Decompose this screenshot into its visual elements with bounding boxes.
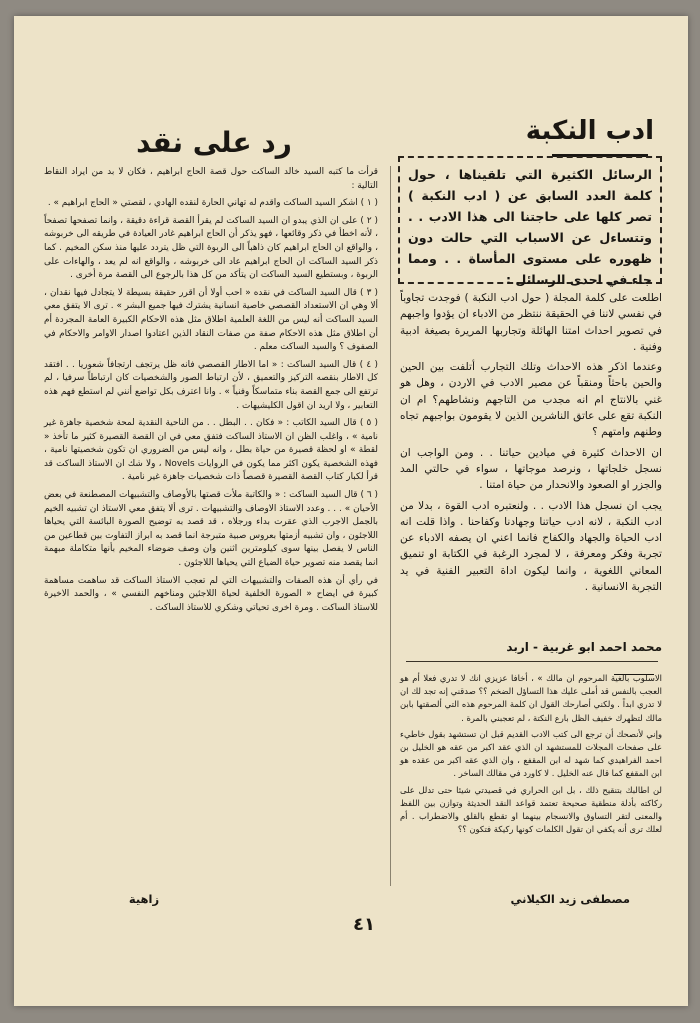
paragraph: ( ٦ ) قال السيد الساكت : « والكاتبة ملأت قصتها بالأوصاف والتشبيهات المصطنعة في بعض الأحيان » . . . وعدد الاستاذ الاوصاف والتشبيهات . ترى ألا يتفق معي الاستاذ ان تشبيه الخيم بالجمل الاجرب الذي عقرت بداء ورجلاه ، قد قصد به توضيح الصورة البائسة التي يحياها اللاجئون ، وان تشبيه أزمتها بعروس صبية متبرجة انما قصد به ابراز التفاوت بين قطاعين من الناس لا يفصل بينها سوى كيلومترين اثنين وان وصف ضوضاء المخيم بأنها متكاملة مبهمة انما يقصد منه تصوير حياة الضياع التي يحياها اللاجئون .: [44, 490, 378, 569]
paragraph: في رأي أن هذه الصفات والتشبيهات التي لم تعجب الاستاذ الساكت قد ساهمت مساهمة كبيرة في ايضاح « الصورة الخلفية لحياة اللاجئين ومناخهم النفسي » ، والحمد الاخيرة للاستاذ الساكت . ومرة اخرى تحياتي وشكري للاستاذ الساكت .: [44, 575, 378, 613]
author-signature: محمد احمد ابو غربية - اربد: [506, 640, 662, 654]
paragraph: وعندما اذكر هذه الاحداث وتلك التجارب أتلفت بين الحين والحين باحثاً ومنقباً عن مصير الادب في الاردن ، وهل هو غني بالانتاج ام انه مجدب من التاجهم ونشاطهم؟ ام ان النكبة تقع على عاتق الناشرين الذين لا يقومون بواجبهم تجاه وطنهم وامتهم ؟: [400, 361, 662, 439]
paragraph: ( ٢ ) على ان الذي يبدو ان السيد الساكت لم يقرأ القصة قراءة دقيقة ، وانما تصفحها تصفحاً ، لأنه اخطأ في ذكر وقائعها ، فهو يذكر أن الحاج ابراهيم غادر العيادة في طريقه الى خربوشه ، والواقع ان الحاج ابراهيم كان ذاهباً الى الربوة التي ظل يتردد عليها منذ سكن المخيم . كما ذكر السيد الساكت ان الحاج ابراهيم عاد الى خربوشه ، والواقع انه لم يعد ، والهاءات على الربوة ، وبستطيع السيد الساكت ان يتأكد من كل هذا بالرجوع الى القصة مرة أخرى .: [44, 215, 378, 281]
right-article-body: [400, 290, 662, 599]
paragraph: ( ٣ ) قال السيد الساكت في نقده « احب أولا أن اقرر حقيقة بسيطة لا يتجادل فيها نقدان ، ألا وهي ان الاستعداد القصصي خاصية انسانية يشترك فيها جميع البشر » . ترى الا يتفق معي السيد الساكت أنه ليس من اللغة العلمية اطلاق مثل هذه الاحكام الكبيرة العامة المجردة أم أن اطلاق مثل هذه الاحكام صفة من صفات النقاد الذين اعتادوا اصدار الاوامر والاحكام في الصفوف ؟ والسيد الساكت معلم .: [44, 287, 378, 353]
section-divider: [406, 661, 658, 662]
paragraph: ( ٤ ) قال السيد الساكت : « اما الاطار القصصي فانه ظل يرتجف ارتجافاً شعوريا . . افتقد كل الاطار بنقصه التركيز والتعميق ، لأن ارتباط الصور والشخصيات كان ارتباطاً سرفيا ، لم ترتفع الى جمع القصة بناء متماسكاً وفنياً » . وانا اعترف بكل تواضع أنني لم استطع فهم هذه التعابير ، ولا اريد ان اقول الكليشيهات .: [44, 359, 378, 411]
paragraph: اطلعت على كلمة المجلة ( حول ادب النكبة ) فوجدت تجاوباً في نفسي لاننا في الحقيقة ننتظر من الادباء ان يؤدوا واجبهم في تصوير احداث امتنا الهائلة وتجاربها المريرة بصيغة ادبية وفنية .: [400, 292, 662, 353]
paragraph: لن اطالبك بتنقيح ذلك ، بل ابن الحراري في قصيدتي شيئا حتى تدلل على ركاكته بأدلة منطقية صحيحة تعتمد قواعد النقد الحديثة وتوازن بين اللفظ والمعنى لتقر التساوق والانسجام بينهما او تقطع بالقلق والاضطراب . أم لعلك ترى أنه يكفي ان تقول الكلمات كونها ركيكة فتكون ؟؟: [400, 784, 662, 835]
intro-box: الرسائل الكثيرة التي تلقيناها ، حول كلمة العدد السابق عن ( ادب النكبة ) تصر كلها على حاجتنا الى هذا الادب . . وتتساءل عن الاسباب التي حالت دون ظهوره على مستوى المأساة . . ومما جاء في احدى الرسائل :: [398, 156, 662, 284]
paragraph: الاسلوب بالغية المرحوم ان مالك » ، أخافا عزيزي انك لا تدري فعلا أم هو العجب بالنفس قد أملى عليك هذا التساؤل الضخم ؟؟ صدقني إنه تجد لك ان لا تدري ابداً . ولكني أصارحك القول ان كلمة المرحوم هذه التي ألصقتها بابن مالك لتظهرك خفيف الظل بارع النكتة ، لم تعجبني بالمرة .: [400, 673, 662, 723]
paragraph: ( ١ ) اشكر السيد الساكت واقدم له تهاني الحارة لنقده الهادي ، لقصتي « الحاج ابراهيم » .: [47, 198, 378, 209]
paragraph: قرأت ما كتبه السيد خالد الساكت حول قصة الحاج ابراهيم ، فكان لا بد من ايراد النقاط التالية :: [44, 167, 378, 191]
author-signature: مصطفى زيد الكيلاني: [510, 892, 630, 906]
paragraph: وإني لأنصحك أن ترجع الى كتب الادب القديم قبل ان تستشهد بقول خاطيء على صفحات المجلات للمستشهد ان الذي عقد اكبر من عقه هو الخليل بن احمد الفراهيدي كما شهد له ابن المقفع ، وان الذي عقه اكبر من عقده هو ابن المقفع كما قال عنه الخليل . لا كاورد في مقالك الساخر .: [400, 728, 662, 779]
column-divider: [390, 166, 391, 886]
page-number: ٤١: [353, 914, 375, 935]
paragraph: ( ٥ ) قال السيد الكاتب : « فكان . . البطل . . من الناحية النقدية لمحة شخصية جاهزة غير نامية » ، واغلب الظن ان الاستاذ الساكت فتفق معي في ان القصة القصيرة كثير ما تأخذ « لقطة » او لحظة قصيرة من حياة بطل ، وانه ليس من الضروري ان تكون شخصيتها نامية ، فهذه الشخصية يكون اكثر مما يكون في الروايات Novels ، ولا شك ان الاستاذ الساكت قد قرأ لكبار كتاب القصة القصيرة قصصاً ذات شخصيات جاهزة غير نامية .: [44, 418, 378, 483]
article-title-radd-ala-naqd: رد على نقد: [136, 126, 292, 159]
paragraph: يجب ان نسجل هذا الادب . . ولنعتبره ادب القوة ، بدلا من ادب النكبة ، لانه ادب حياتنا وجهادنا وكفاحنا . واذا قلت انه ادب الحياة والجهاد والكفاح فانما اعني ان يصفه الادباء عن تجربة وفكر ومعرفة ، لا لمجرد الرغبة في الكتابة او تنميق المعاني اللغوية ، وانما ليكون اداة التعبير الفنية في يد التجربة الانسانية .: [400, 499, 662, 594]
paragraph: ان الاحداث كثيرة في ميادين حياتنا . . ومن الواجب ان نسجل خلجاتها ، ونرصد موجاتها ، سواء في حالتي المد والجزر او الصعود والانحدار من حياة امتنا .: [400, 446, 662, 492]
author-signature: زاهية: [128, 892, 160, 906]
article-title-adab-al-nakba: ادب النكبة: [454, 116, 654, 146]
magazine-page: [14, 16, 688, 1006]
left-article-body: [44, 166, 378, 619]
reply-body: [400, 672, 662, 839]
